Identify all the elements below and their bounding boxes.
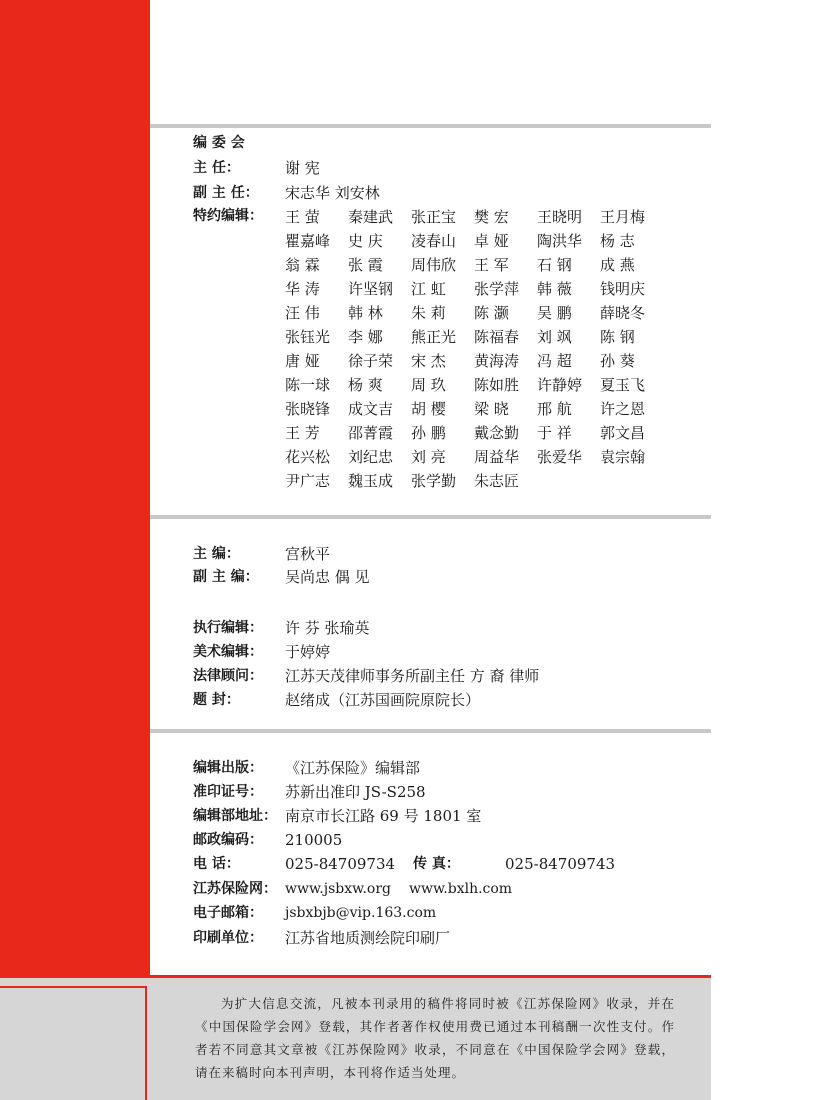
contributing-editor-name: 邢 航 — [537, 400, 572, 418]
email-label: 电子邮箱： — [193, 905, 263, 921]
art-editor-value: 于婷婷 — [285, 643, 331, 661]
postcode-value: 210005 — [285, 831, 343, 849]
website-label: 江苏保险网： — [193, 881, 277, 897]
contributing-editor-name: 许之恩 — [600, 400, 646, 418]
email-link[interactable]: jsbxbjb@vip.163.com — [285, 905, 437, 921]
contributing-editor-name: 王 军 — [474, 256, 509, 274]
contributing-editor-name: 熊正光 — [411, 328, 457, 346]
board-heading: 编 委 会 — [193, 135, 245, 151]
contributing-editor-name: 石 钢 — [537, 256, 572, 274]
postcode-label: 邮政编码： — [193, 832, 263, 848]
footer-left-frame — [0, 986, 147, 1100]
copyright-notice: 为扩大信息交流，凡被本刊录用的稿件将同时被《江苏保险网》收录，并在《中国保险学会网》登载，其作者著作权使用费已通过本刊稿酬一次性支付。作者若不同意其文章被《江苏保险网》收录，不同意在《中国保险学会网》登载，请在来稿时向本刊声明，本刊将作适当处理。 — [195, 996, 675, 1080]
contributing-editor-name: 周益华 — [474, 448, 520, 466]
contributing-editor-name: 张爱华 — [537, 448, 583, 466]
chief-editor-label: 主 编： — [193, 546, 240, 562]
contributing-editor-name: 张晓锋 — [285, 400, 331, 418]
contributing-editor-name: 成 燕 — [600, 256, 635, 274]
contributing-editor-name: 樊 宏 — [474, 208, 509, 226]
contributing-editor-name: 宋 杰 — [411, 352, 446, 370]
contributing-editor-name: 花兴松 — [285, 448, 331, 466]
separator-middle — [150, 515, 711, 519]
contributing-editor-name: 许坚钢 — [348, 280, 394, 298]
deputy-director-label: 副 主 任： — [193, 185, 259, 201]
contributing-editor-name: 孙 葵 — [600, 352, 635, 370]
deputy-chief-editor-label: 副 主 编： — [193, 569, 259, 585]
contributing-editors-list — [285, 205, 665, 493]
permit-value: 苏新出准印 JS-S258 — [285, 783, 426, 801]
contributing-editor-name: 陶洪华 — [537, 232, 583, 250]
contributing-editor-name: 张正宝 — [411, 208, 457, 226]
contributing-editor-name: 郭文昌 — [600, 424, 646, 442]
contributing-editor-name: 张学勤 — [411, 472, 457, 490]
contributing-editor-name: 刘纪忠 — [348, 448, 394, 466]
contributing-editor-name: 袁宗翰 — [600, 448, 646, 466]
contributing-editor-name: 黄海涛 — [474, 352, 520, 370]
phone-value: 025-84709734 — [285, 855, 396, 873]
publisher-value: 《江苏保险》编辑部 — [285, 759, 421, 777]
contributing-editors-label: 特约编辑： — [193, 208, 263, 224]
title-calligraphy-value: 赵绪成（江苏国画院原院长） — [285, 691, 481, 709]
contributing-editor-name: 朱 莉 — [411, 304, 446, 322]
contributing-editor-name: 陈 灏 — [474, 304, 509, 322]
contributing-editor-name: 周伟欣 — [411, 256, 457, 274]
art-editor-label: 美术编辑： — [193, 644, 263, 660]
contributing-editor-name: 胡 樱 — [411, 400, 446, 418]
legal-adviser-value: 江苏天茂律师事务所副主任 方 裔 律师 — [285, 667, 540, 685]
contributing-editor-name: 李 娜 — [348, 328, 383, 346]
phone-label: 电 话： — [193, 856, 240, 872]
contributing-editor-name: 韩 薇 — [537, 280, 572, 298]
printer-label: 印刷单位： — [193, 930, 263, 946]
contributing-editor-name: 王 芳 — [285, 424, 320, 442]
website1-link[interactable]: www.jsbxw.org — [285, 881, 391, 897]
separator-lower — [150, 729, 711, 733]
contributing-editor-name: 汪 伟 — [285, 304, 320, 322]
contributing-editor-name: 华 涛 — [285, 280, 320, 298]
contributing-editor-name: 孙 鹏 — [411, 424, 446, 442]
permit-label: 准印证号： — [193, 784, 263, 800]
website2-link[interactable]: www.bxlh.com — [409, 881, 513, 897]
deputy-director-value: 宋志华 刘安林 — [285, 184, 380, 202]
contributing-editor-name: 戴念勤 — [474, 424, 520, 442]
contributing-editor-name: 周 玖 — [411, 376, 446, 394]
contributing-editor-name: 刘 亮 — [411, 448, 446, 466]
contributing-editor-name: 陈 钢 — [600, 328, 635, 346]
title-calligraphy-label: 题 封： — [193, 692, 240, 708]
footer-red-rule — [150, 975, 711, 978]
chief-editor-value: 宫秋平 — [285, 545, 331, 563]
contributing-editor-name: 唐 娅 — [285, 352, 320, 370]
contributing-editor-name: 魏玉成 — [348, 472, 394, 490]
contributing-editor-name: 薛晓冬 — [600, 304, 646, 322]
contributing-editor-name: 王晓明 — [537, 208, 583, 226]
address-label: 编辑部地址： — [193, 808, 277, 824]
director-value: 谢 宪 — [285, 159, 320, 177]
contributing-editor-name: 卓 娅 — [474, 232, 509, 250]
contributing-editor-name: 朱志匠 — [474, 472, 520, 490]
contributing-editor-name: 梁 晓 — [474, 400, 509, 418]
red-side-bar — [0, 0, 150, 1100]
contributing-editor-name: 陈如胜 — [474, 376, 520, 394]
contributing-editor-name: 张 霞 — [348, 256, 383, 274]
fax-label: 传 真： — [413, 856, 460, 872]
contributing-editor-name: 翁 霖 — [285, 256, 320, 274]
contributing-editor-name: 杨 志 — [600, 232, 635, 250]
contributing-editor-name: 许静婷 — [537, 376, 583, 394]
contributing-editor-name: 夏玉飞 — [600, 376, 646, 394]
contributing-editor-name: 江 虹 — [411, 280, 446, 298]
separator-top — [150, 124, 711, 128]
contributing-editor-name: 尹广志 — [285, 472, 331, 490]
contributing-editor-name: 韩 林 — [348, 304, 383, 322]
contributing-editor-name: 钱明庆 — [600, 280, 646, 298]
contributing-editor-name: 于 祥 — [537, 424, 572, 442]
printer-value: 江苏省地质测绘院印刷厂 — [285, 929, 451, 947]
contributing-editor-name: 成文吉 — [348, 400, 394, 418]
contributing-editor-name: 刘 飒 — [537, 328, 572, 346]
contributing-editor-name: 秦建武 — [348, 208, 394, 226]
contributing-editor-name: 史 庆 — [348, 232, 383, 250]
contributing-editor-name: 陈福春 — [474, 328, 520, 346]
contributing-editor-name: 王月梅 — [600, 208, 646, 226]
fax-value: 025-84709743 — [505, 855, 616, 873]
legal-adviser-label: 法律顾问： — [193, 668, 263, 684]
contributing-editor-name: 冯 超 — [537, 352, 572, 370]
contributing-editor-name: 吴 鹏 — [537, 304, 572, 322]
contributing-editor-name: 张钰光 — [285, 328, 331, 346]
contributing-editor-name: 邵菁霞 — [348, 424, 394, 442]
address-value: 南京市长江路 69 号 1801 室 — [285, 807, 482, 825]
exec-editor-value: 许 芬 张瑜英 — [285, 619, 370, 637]
contributing-editor-name: 徐子荣 — [348, 352, 394, 370]
deputy-chief-editor-value: 吴尚忠 偶 见 — [285, 568, 370, 586]
exec-editor-label: 执行编辑： — [193, 620, 263, 636]
contributing-editor-name: 王 萤 — [285, 208, 320, 226]
publisher-label: 编辑出版： — [193, 760, 263, 776]
contributing-editor-name: 杨 爽 — [348, 376, 383, 394]
contributing-editor-name: 瞿嘉峰 — [285, 232, 331, 250]
contributing-editor-name: 凌春山 — [411, 232, 457, 250]
contributing-editor-name: 陈一球 — [285, 376, 331, 394]
contributing-editor-name: 张学萍 — [474, 280, 520, 298]
director-label: 主 任： — [193, 160, 240, 176]
